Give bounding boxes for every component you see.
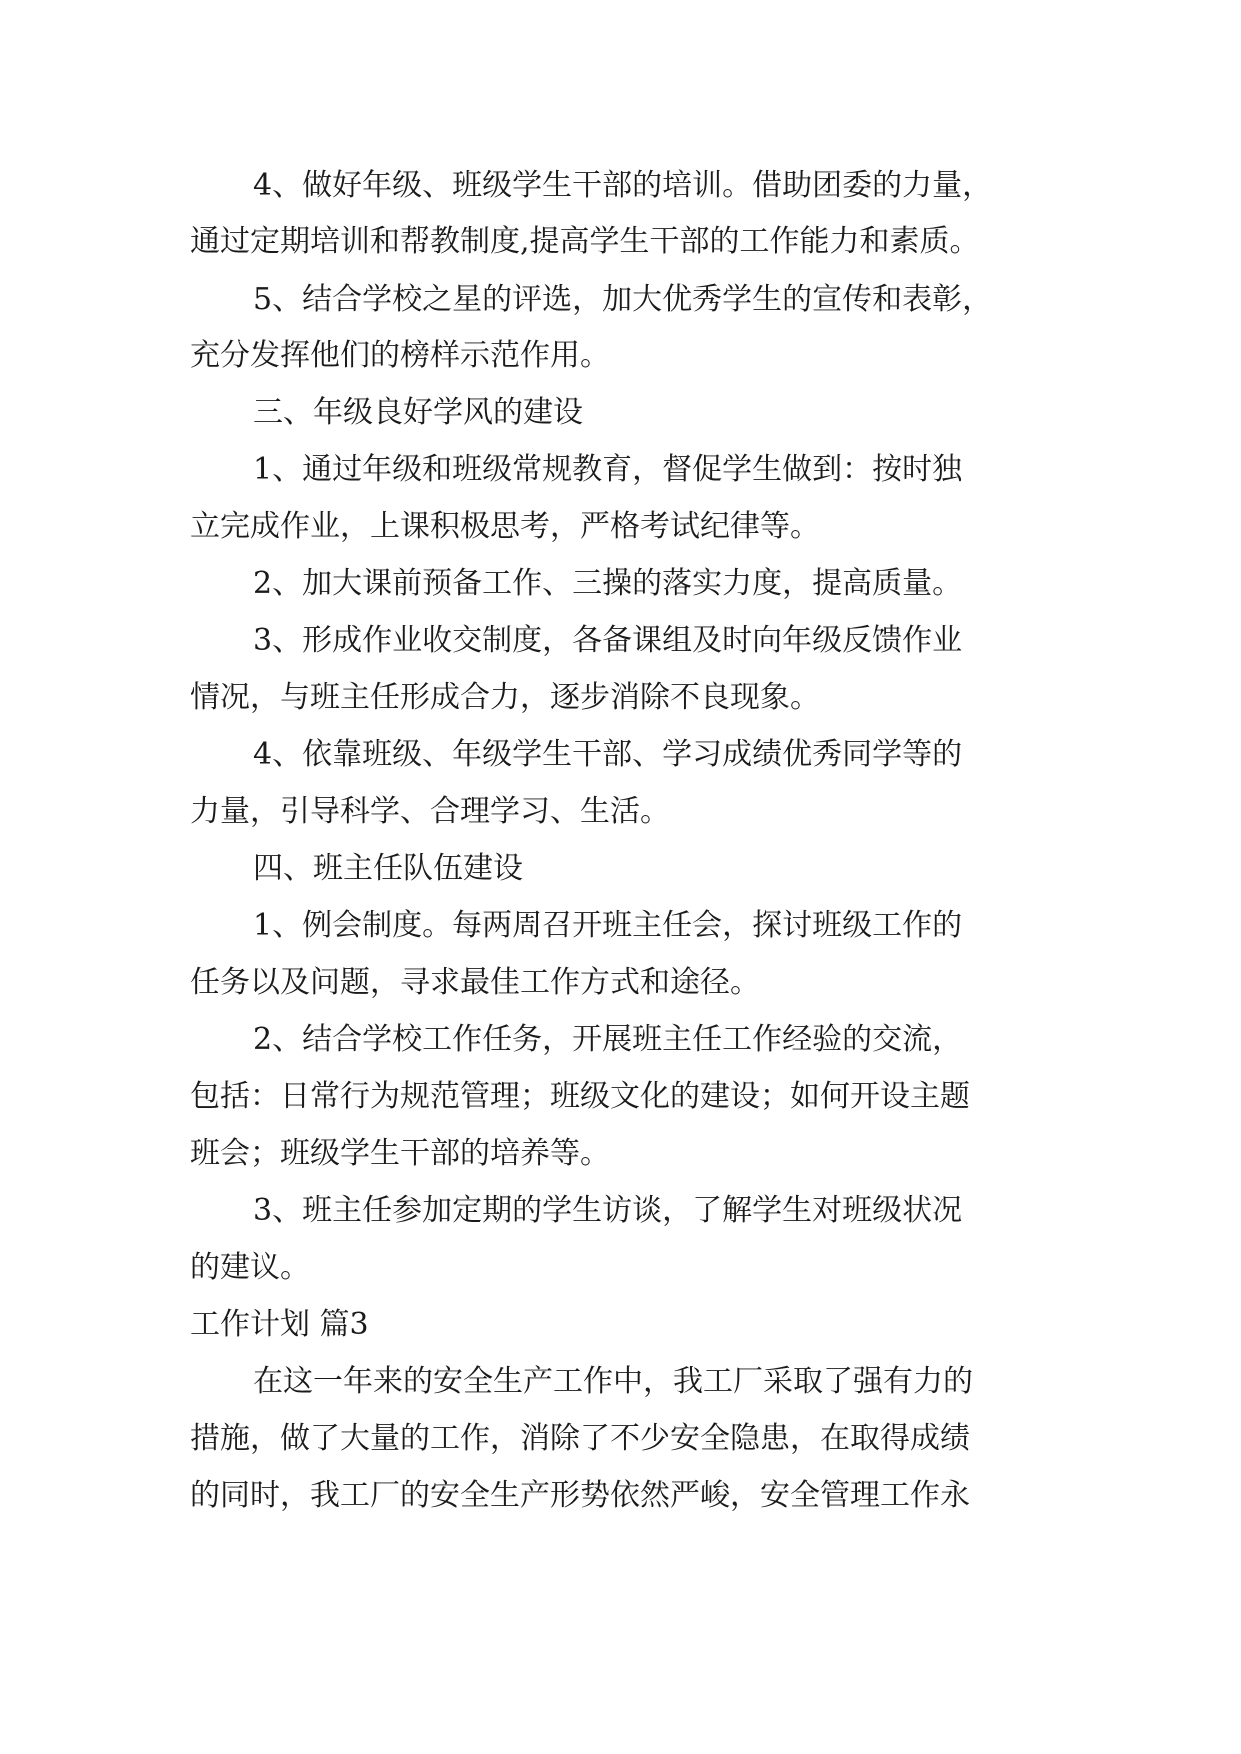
paragraph-line: 4、做好年级、班级学生干部的培训。借助团委的力量， — [253, 168, 993, 203]
paragraph-line: 立完成作业，上课积极思考，严格考试纪律等。 — [190, 509, 820, 544]
paragraph-line: 措施，做了大量的工作，消除了不少安全隐患，在取得成绩 — [190, 1421, 970, 1456]
paragraph-line: 3、形成作业收交制度，各备课组及时向年级反馈作业 — [253, 623, 963, 658]
paragraph-line: 通过定期培训和帮教制度,提高学生干部的工作能力和素质。 — [190, 224, 980, 259]
paragraph-line: 2、加大课前预备工作、三操的落实力度，提高质量。 — [253, 566, 963, 601]
paragraph-line: 充分发挥他们的榜样示范作用。 — [190, 338, 610, 373]
paragraph-line: 包括：日常行为规范管理；班级文化的建设；如何开设主题 — [190, 1079, 970, 1114]
paragraph-line: 力量，引导科学、合理学习、生活。 — [190, 794, 670, 829]
paragraph-line: 班会；班级学生干部的培养等。 — [190, 1136, 610, 1171]
paragraph-line: 任务以及问题，寻求最佳工作方式和途径。 — [190, 965, 760, 1000]
paragraph-line: 4、依靠班级、年级学生干部、学习成绩优秀同学等的 — [253, 737, 963, 772]
paragraph-line: 1、例会制度。每两周召开班主任会，探讨班级工作的 — [253, 908, 963, 943]
document-heading: 工作计划 篇3 — [190, 1307, 369, 1342]
paragraph-line: 1、通过年级和班级常规教育，督促学生做到：按时独 — [253, 452, 963, 487]
paragraph-line: 的同时，我工厂的安全生产形势依然严峻，安全管理工作永 — [190, 1478, 970, 1513]
paragraph-line: 的建议。 — [190, 1250, 310, 1285]
paragraph-line: 3、班主任参加定期的学生访谈，了解学生对班级状况 — [253, 1193, 963, 1228]
paragraph-line: 情况，与班主任形成合力，逐步消除不良现象。 — [190, 680, 820, 715]
section-heading: 三、年级良好学风的建设 — [253, 395, 583, 430]
paragraph-line: 5、结合学校之星的评选，加大优秀学生的宣传和表彰， — [253, 282, 993, 317]
paragraph-line: 在这一年来的安全生产工作中，我工厂采取了强有力的 — [253, 1364, 973, 1399]
section-heading: 四、班主任队伍建设 — [253, 851, 523, 886]
paragraph-line: 2、结合学校工作任务，开展班主任工作经验的交流， — [253, 1022, 963, 1057]
